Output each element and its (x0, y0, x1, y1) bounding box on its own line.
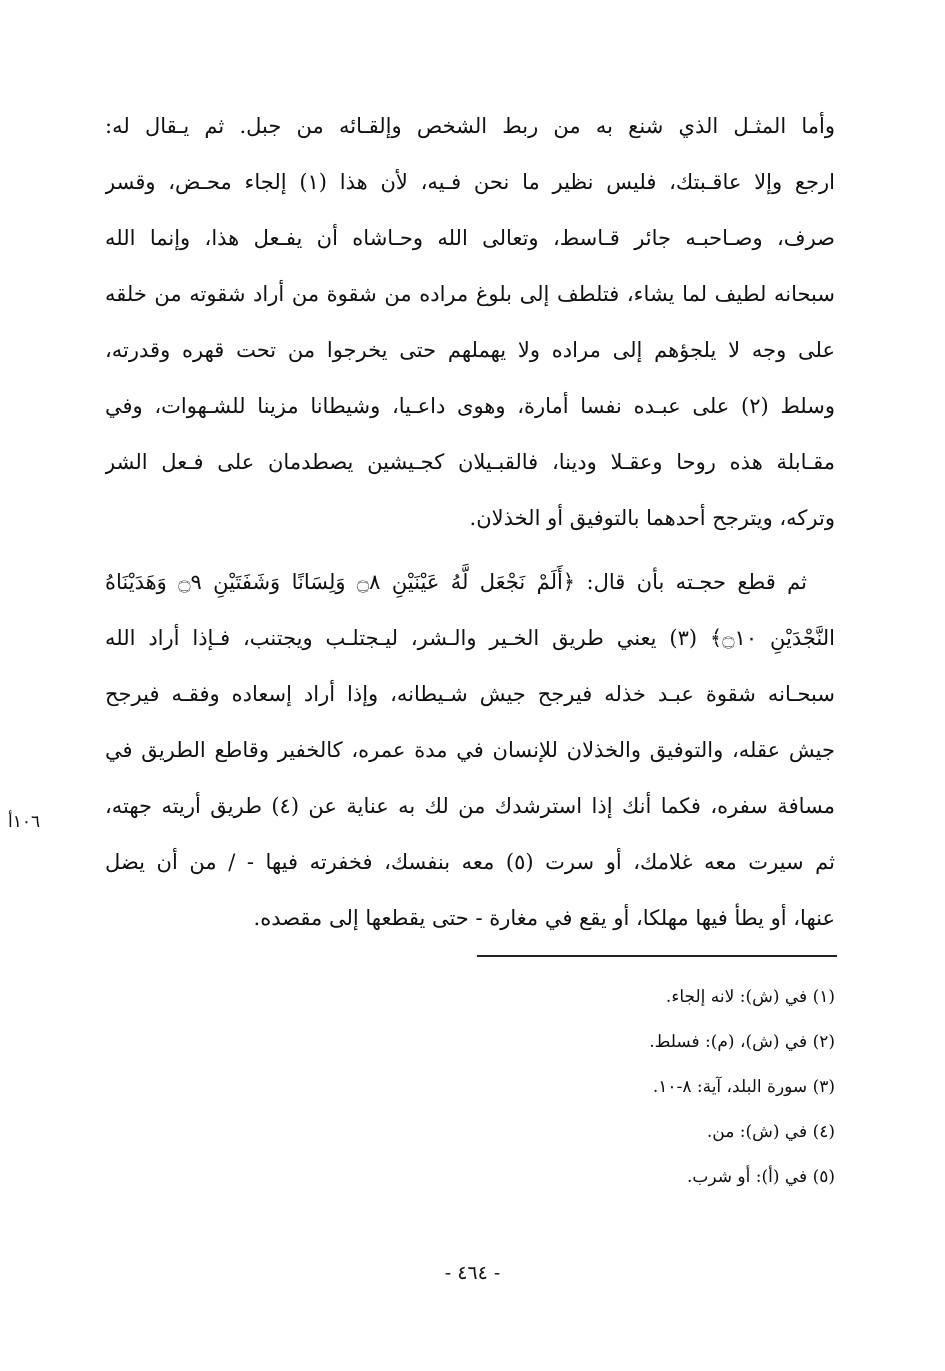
text-line: صرف، وصـاحبـه جائر قـاسط، وتعالى الله وحـاشاه أن يفـعل هذا، وإنما الله (105, 226, 835, 250)
text-line: مسافة سفره، فكما أنك إذا استرشدك من لك به عناية عن (٤) طريق أريته جهته، (105, 794, 835, 818)
text-line: وسلط (٢) على عبـده نفسا أمارة، وهوى داعـيا، وشيطانا مزينا للشـهوات، وفي (105, 394, 835, 418)
footnote: (٤) في (ش): من. (706, 1122, 835, 1142)
text-line: على وجه لا يلجؤهم إلى مراده ولا يهملهم حتى يخرجوا من تحت قهره وقدرته، (105, 338, 835, 362)
text-line: وأما المثـل الذي شنع به من ربط الشخص وإلقـائه من جبل. ثم يـقال له: (105, 114, 835, 138)
text-line: ثم سيرت معه غلامك، أو سرت (٥) معه بنفسك، فخفرته فيها - / من أن يضل (105, 850, 835, 874)
main-text (105, 98, 835, 946)
text-line: وتركه، ويترجح أحدهما بالتوفيق أو الخذلان. (469, 506, 835, 530)
footnote: (١) في (ش): لانه إلجاء. (665, 987, 835, 1007)
margin-folio-note: ١٠٦أ (8, 812, 41, 832)
text-line: سبحـانه شقوة عبـد خذله فيرجح جيش شـيطانه، وإذا أراد إسعاده وفقـه فيرجح (105, 682, 835, 706)
text-line: مقـابلة هذه روحا وعقـلا ودينا، فالقبـيلان كجـيشين يصطدمان على فـعل الشر (105, 450, 835, 474)
page-number: - ٤٦٤ - (444, 1262, 501, 1284)
footnote-divider (477, 955, 837, 957)
text-line: ارجع وإلا عاقـبتك، فليس نظير ما نحن فـيه، لأن هذا (١) إلجاء محـض، وقسر (105, 170, 835, 194)
footnote: (٣) سورة البلد، آية: ٨-١٠. (652, 1077, 835, 1097)
footnote: (٥) في (أ): أو شرب. (686, 1167, 835, 1187)
text-line: النَّجْدَيْنِ ۝١٠﴾ (٣) يعني طريق الخـير والـشر، ليـجتلـب ويجتنب، فـإذا أراد الله (105, 626, 835, 650)
footnote: (٢) في (ش)، (م): فسلط. (649, 1032, 835, 1052)
text-line: عنها، أو يطأ فيها مهلكا، أو يقع في مغارة - حتى يقطعها إلى مقصده. (253, 906, 835, 930)
text-line: ثم قطع حجـته بأن قال: ﴿أَلَمْ نَجْعَل لَّهُ عَيْنَيْنِ ۝٨ وَلِسَانًا وَشَفَتَيْنِ ۝٩ وَهَدَيْنَاهُ (105, 570, 807, 594)
text-line: جيش عقله، والتوفيق والخذلان للإنسان في مدة عمره، كالخفير وقاطع الطريق في (105, 738, 835, 762)
text-line: سبحانه لطيف لما يشاء، فتلطف إلى بلوغ مراده من شقوة من أراد شقوته من خلقه (105, 282, 835, 306)
footnotes (435, 982, 835, 1207)
